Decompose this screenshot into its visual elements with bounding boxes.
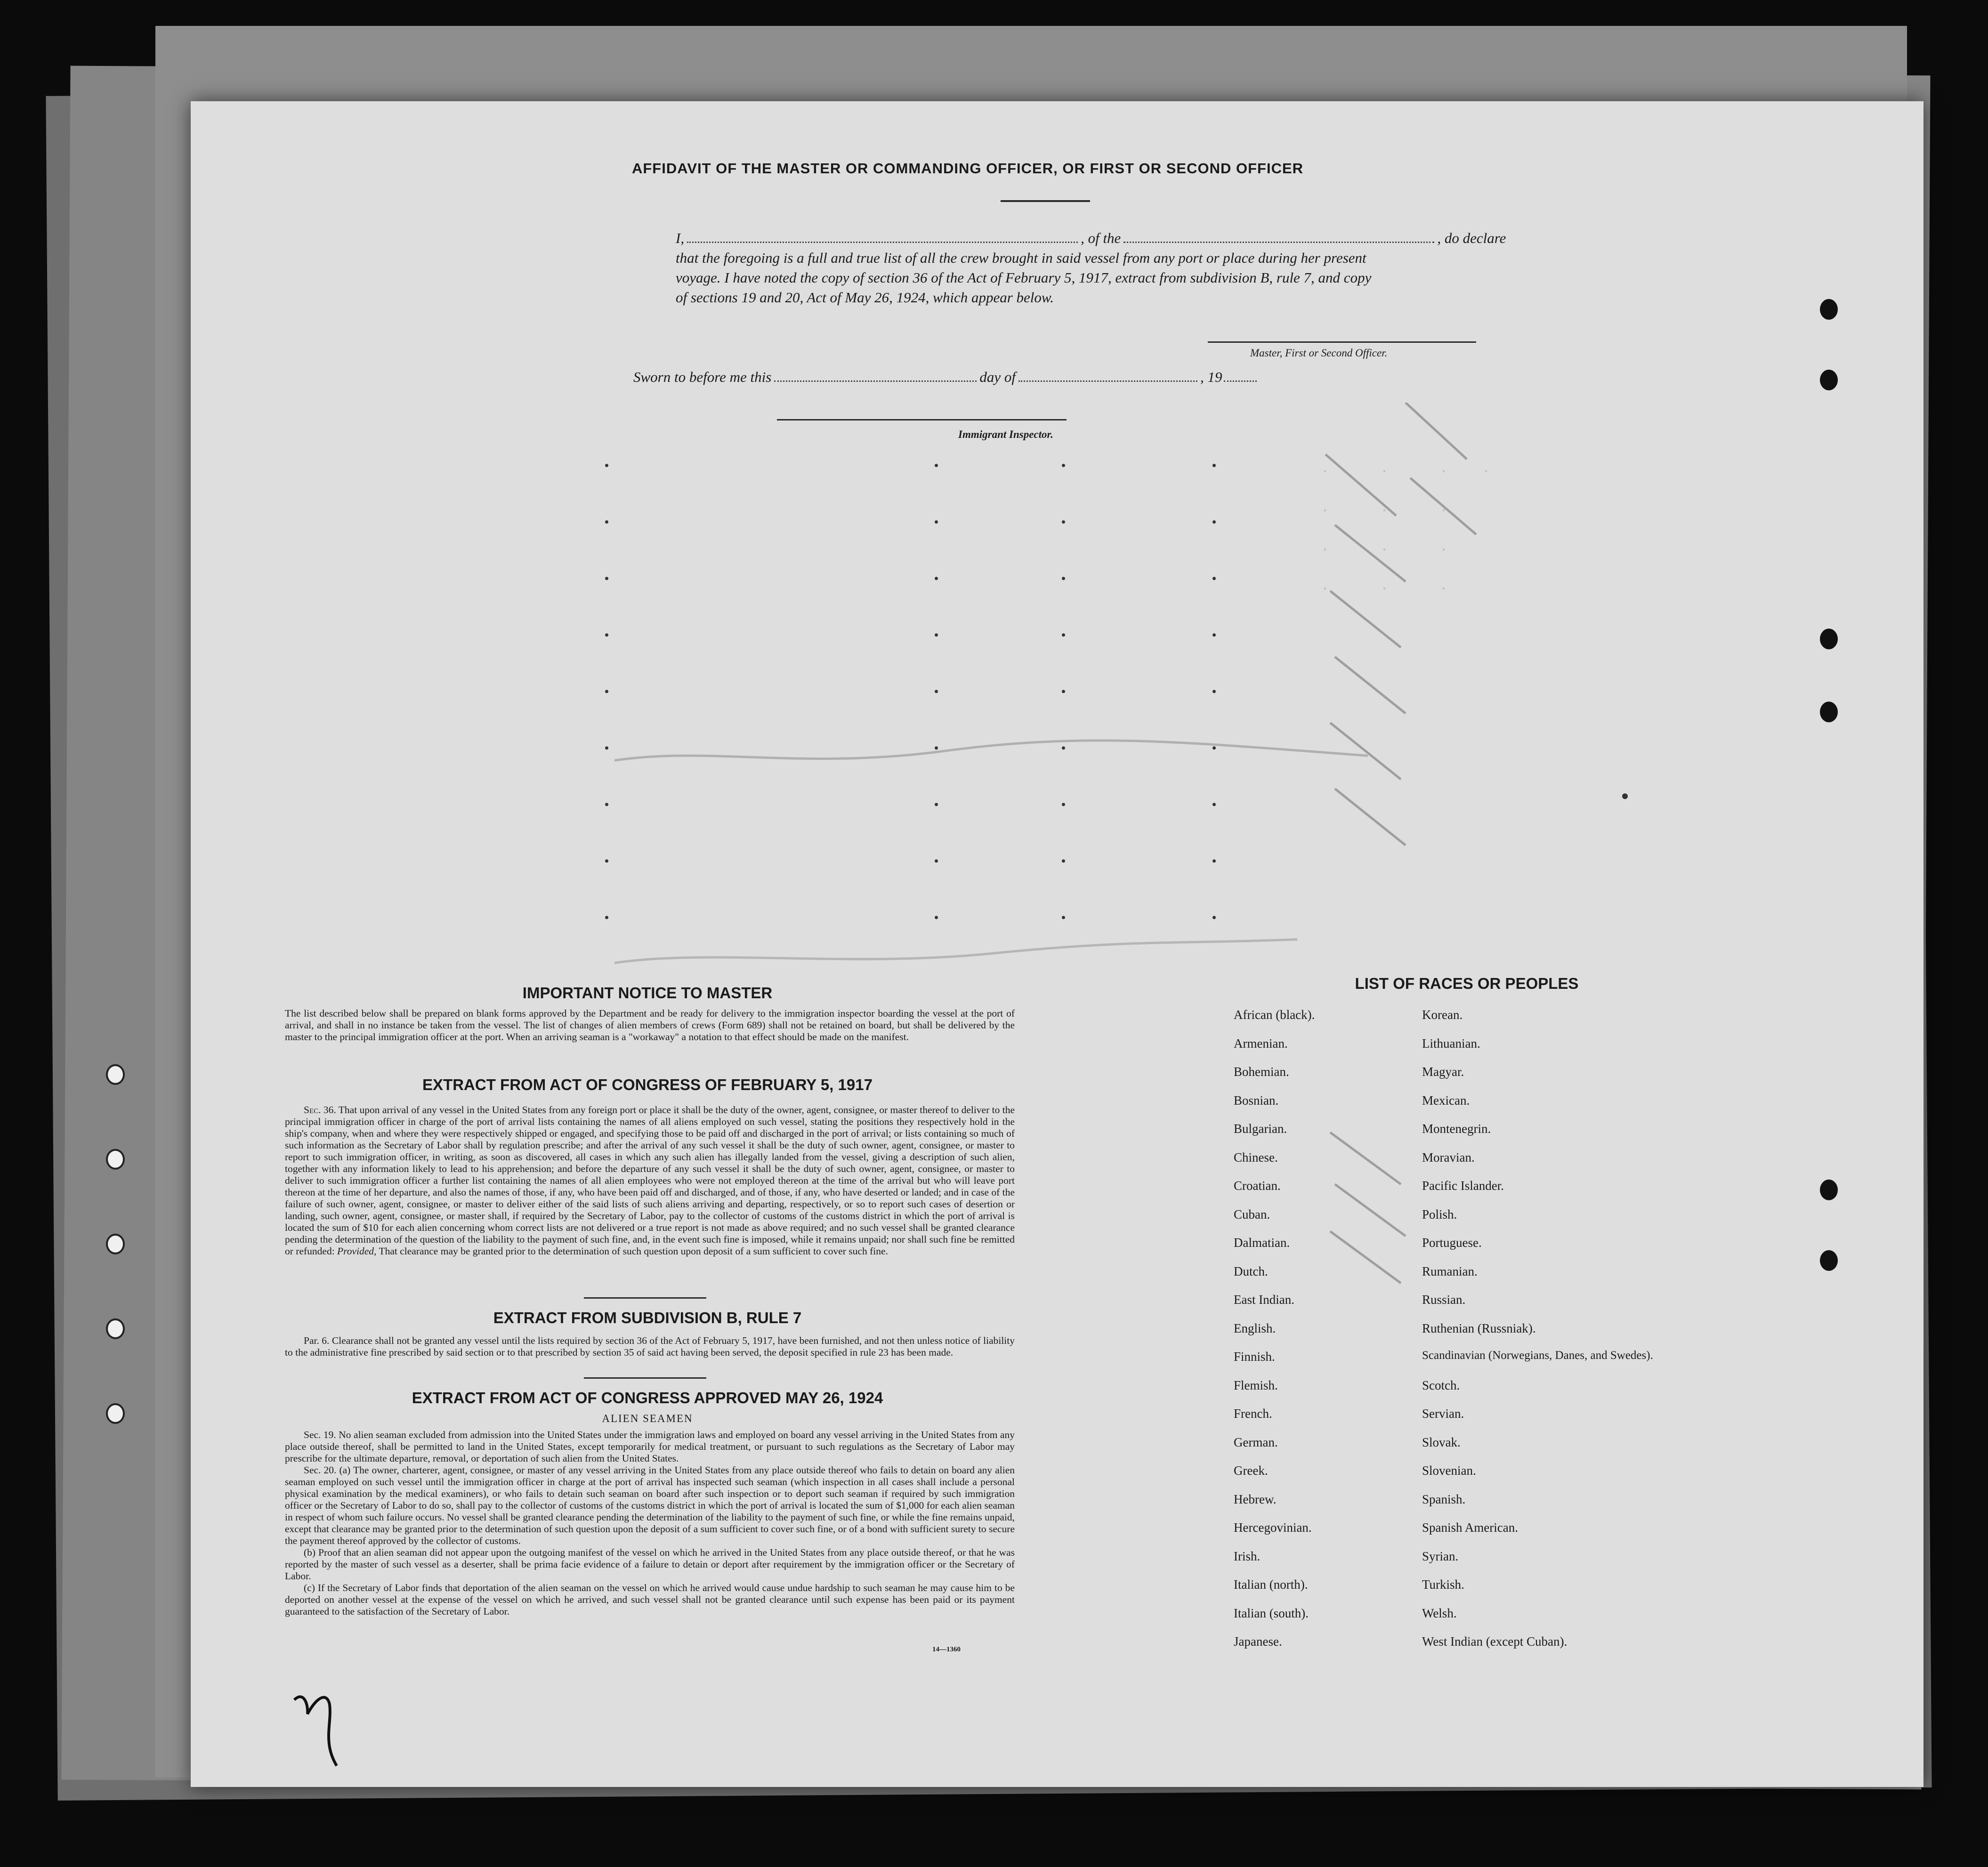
- races-column-1: [1234, 1008, 1422, 1663]
- race-item: Mexican.: [1422, 1093, 1470, 1107]
- race-item: German.: [1234, 1435, 1278, 1449]
- race-item: Bosnian.: [1234, 1093, 1279, 1107]
- race-item: Italian (north).: [1234, 1577, 1308, 1592]
- affidavit-declaration: [676, 228, 1688, 307]
- binder-hole: [1820, 299, 1838, 320]
- declaration-line-2: that the foregoing is a full and true list of all the crew brought in said vessel from any port or place during her present: [676, 250, 1366, 266]
- title-rule: [1001, 200, 1090, 202]
- race-item: Bohemian.: [1234, 1065, 1289, 1079]
- notice-text: The list described below shall be prepared on blank forms approved by the Department and be ready for delivery to the immigration inspector boarding the vessel at the port of arrival, and shall in no instance be taken from the vessel. The list of changes of alien members of crews (Form 689) shall not be retained on board, but shall be delivered by the master to the principal immigration officer at the port. When an arriving seaman is a "workaway" a notation to that effect should be made on the manifest.: [285, 1008, 1015, 1043]
- race-item: Lithuanian.: [1422, 1036, 1480, 1051]
- inspector-signature-line[interactable]: [777, 419, 1067, 420]
- sworn-line: [633, 369, 1257, 386]
- extract-1924-text: [285, 1429, 1015, 1617]
- bleed-through-text: . . . . . . . . . . . . .: [1321, 461, 1491, 594]
- declaration-line-4: of sections 19 and 20, Act of May 26, 1924, which appear below.: [676, 289, 1054, 306]
- race-item: Armenian.: [1234, 1036, 1288, 1051]
- race-item: Korean.: [1422, 1008, 1463, 1022]
- race-item: Slovak.: [1422, 1435, 1461, 1449]
- race-item: Scandinavian (Norwegians, Danes, and Swedes).: [1422, 1349, 1653, 1362]
- binder-hole: [1820, 1250, 1838, 1271]
- affidavit-title: AFFIDAVIT OF THE MASTER OR COMMANDING OFFICER, OR FIRST OR SECOND OFFICER: [631, 160, 1304, 177]
- proviso-label: Provided,: [337, 1245, 377, 1257]
- race-item: Croatian.: [1234, 1179, 1281, 1193]
- binder-hole: [1820, 1180, 1838, 1200]
- notice-title: IMPORTANT NOTICE TO MASTER: [522, 984, 773, 1002]
- race-item: English.: [1234, 1321, 1276, 1335]
- race-item: Hebrew.: [1234, 1492, 1277, 1506]
- race-item: Bulgarian.: [1234, 1122, 1287, 1136]
- section-divider: [584, 1297, 706, 1299]
- race-item: Portuguese.: [1422, 1236, 1482, 1250]
- faint-handwriting: [614, 902, 1321, 996]
- race-item: Dutch.: [1234, 1264, 1268, 1278]
- binder-hole: [106, 1234, 125, 1254]
- section-19-label: Sec. 19.: [304, 1429, 336, 1440]
- binder-hole: [106, 1149, 125, 1170]
- race-item: Finnish.: [1234, 1350, 1275, 1364]
- race-item: Chinese.: [1234, 1150, 1278, 1164]
- races-title: LIST OF RACES OR PEOPLES: [1355, 975, 1579, 992]
- binder-hole: [1820, 702, 1838, 722]
- binder-hole: [106, 1403, 125, 1424]
- declaration-line-3: voyage. I have noted the copy of section 36 of the Act of February 5, 1917, extract from subdivision B, rule 7, and copy: [676, 269, 1372, 286]
- race-item: Montenegrin.: [1422, 1122, 1491, 1136]
- race-item: Welsh.: [1422, 1606, 1457, 1620]
- race-item: Rumanian.: [1422, 1264, 1478, 1278]
- race-item: Scotch.: [1422, 1378, 1460, 1392]
- race-item: Turkish.: [1422, 1577, 1464, 1592]
- sworn-day-field[interactable]: [774, 380, 977, 382]
- race-item: East Indian.: [1234, 1293, 1294, 1307]
- section-divider: [584, 1377, 706, 1379]
- race-item: Cuban.: [1234, 1207, 1270, 1221]
- declaration-mid: , of the: [1081, 230, 1121, 246]
- extract-1924-title: EXTRACT FROM ACT OF CONGRESS APPROVED MAY 26, 1924: [412, 1389, 883, 1406]
- race-item: Spanish.: [1422, 1492, 1466, 1506]
- race-item: Spanish American.: [1422, 1520, 1518, 1535]
- par-6-body: Clearance shall not be granted any vessel until the lists required by section 36 of the Act of February 5, 1917, have been furnished, and not then unless notice of liability to the administrative fine prescribed by said section or to that prescribed by section 35 of said act having been served, the deposit specified in rule 23 has been made.: [285, 1335, 1015, 1358]
- document-page: [191, 101, 1923, 1787]
- proviso-text: That clearance may be granted prior to the determination of such question upon deposit of a sum sufficient to cover such fine.: [379, 1245, 888, 1257]
- binder-hole: [106, 1064, 125, 1085]
- race-item: Magyar.: [1422, 1065, 1464, 1079]
- race-item: Dalmatian.: [1234, 1236, 1290, 1250]
- alien-seamen-subtitle: ALIEN SEAMEN: [602, 1413, 693, 1424]
- race-item: Hercegovinian.: [1234, 1520, 1312, 1535]
- section-20-label: Sec. 20.: [304, 1464, 337, 1476]
- sworn-prefix: Sworn to before me this: [633, 369, 772, 385]
- declaration-suffix: , do declare: [1437, 230, 1506, 246]
- extract-1917-title: EXTRACT FROM ACT OF CONGRESS OF FEBRUARY 5, 1917: [422, 1076, 873, 1093]
- sworn-mid: day of: [979, 369, 1016, 385]
- master-name-field[interactable]: [687, 242, 1078, 243]
- race-item: Greek.: [1234, 1463, 1268, 1478]
- race-item: Japanese.: [1234, 1634, 1282, 1649]
- race-item: Flemish.: [1234, 1378, 1278, 1392]
- sworn-year: , 19: [1200, 369, 1222, 385]
- race-item: African (black).: [1234, 1008, 1315, 1022]
- race-item: Polish.: [1422, 1207, 1457, 1221]
- race-item: West Indian (except Cuban).: [1422, 1634, 1568, 1649]
- races-column-2: [1422, 1008, 1686, 1663]
- race-item: Irish.: [1234, 1549, 1261, 1563]
- binder-hole: [106, 1318, 125, 1339]
- master-signature-line[interactable]: [1208, 341, 1476, 343]
- handwritten-page-mark: [290, 1686, 341, 1770]
- race-item: Slovenian.: [1422, 1463, 1476, 1478]
- master-signature-label: Master, First or Second Officer.: [1250, 347, 1388, 359]
- race-item: Syrian.: [1422, 1549, 1459, 1563]
- par-6-label: Par. 6.: [304, 1335, 330, 1346]
- section-20b-body: (b) Proof that an alien seaman did not appear upon the outgoing manifest of the vessel on which he arrived in the United States from any place outside thereof, or that he was reported by the master of such vessel as a deserter, shall be prima facie evidence of a failure to detain or deport after requirement by the immigration officer or the Secretary of Labor.: [285, 1547, 1015, 1582]
- section-36-body: That upon arrival of any vessel in the United States from any foreign port or place it shall be the duty of the owner, agent, consignee, or master thereof to deliver to the principal immigration officer in charge of the port of arrival lists containing the names of all aliens employed on such vessel, stating the positions they respectively hold in the ship's company, when and where they were respectively shipped or engaged, and specifying those to be paid off and discharged in the port of arrival; or lists containing so much of such information as the Secretary of Labor shall by regulation prescribe; and after the arrival of any such vessel it shall be the duty of such owner, agent, consignee, or master to report to such immigration officer, in writing, as soon as discovered, all cases in which any such alien has illegally landed from the vessel, giving a description of such alien, together with any information likely to lead to his apprehension; and before the departure of any such vessel it shall be the duty of such owner, agent, consignee, or master to deliver to such immigration officer a further list containing the names of all alien employees who were not employed thereon at the time of the arrival but who will leave port thereon at the time of her departure, and also the names of those, if any, who have been paid off and discharged, and of those, if any, who have deserted or landed; and in case of the failure of such owner, agent, consignee, or master to deliver either of the said lists of such aliens arriving and departing, respectively, or so to report such cases of desertion or landing, such owner, agent, consignee, or master shall, if required by the Secretary of Labor, pay to the collector of customs of the customs district in which the port of arrival is located the sum of $10 for each alien concerning whom correct lists are not delivered or a true report is not made as above required; and no such vessel shall be granted clearance pending the determination of the question of the liability to the payment of such fine, and, in the event such fine is imposed, while it remains unpaid; nor shall such fine be remitted or refunded:: [285, 1104, 1015, 1257]
- section-36-label: Sec. 36.: [304, 1104, 336, 1115]
- sworn-month-field[interactable]: [1018, 380, 1197, 382]
- faint-handwriting: [614, 704, 1556, 845]
- sworn-year-field[interactable]: [1224, 380, 1257, 382]
- form-number: 14—1360: [932, 1646, 961, 1653]
- race-item: Ruthenian (Russniak).: [1422, 1321, 1536, 1335]
- binder-hole: [1820, 370, 1838, 390]
- race-item: Russian.: [1422, 1293, 1466, 1307]
- declaration-prefix: I,: [676, 230, 685, 246]
- subdiv-b-text: [285, 1335, 1015, 1358]
- binder-hole: [1820, 629, 1838, 649]
- inspector-label: Immigrant Inspector.: [958, 428, 1053, 440]
- section-19-body: No alien seaman excluded from admission into the United States under the immigration laws and employed on board any vessel arriving in the United States from any place outside thereof, shall be permitted to land in the United States, except temporarily for medical treatment, or pursuant to such regulations as the Secretary of Labor may prescribe for the ultimate departure, removal, or deportation of such alien from the United States.: [285, 1429, 1015, 1464]
- race-item: Moravian.: [1422, 1150, 1475, 1164]
- race-item: Pacific Islander.: [1422, 1179, 1504, 1193]
- section-20a-body: (a) The owner, charterer, agent, consignee, or master of any vessel arriving in the United States from any place outside thereof who fails to detain on board any alien seaman employed on such vessel until the immigration officer in charge at the port of arrival has inspected such seaman (which inspection in all cases shall include a personal physical examination by the medical examiners), or who fails to detain such seaman on board after such inspection or to deport such seaman if required by such immigration officer or the Secretary of Labor to do so, shall pay to the collector of customs of the customs district in which the port of arrival is located the sum of $1,000 for each alien seaman in respect of whom such failure occurs. No vessel shall be granted clearance pending the determination of the liability to the payment of such fine, or while the fine remains unpaid, except that clearance may be granted prior to the determination of such question upon the deposit of a sum sufficient to cover such fine, or of a bond with sufficient surety to secure the payment thereof approved by the collector of customs.: [285, 1464, 1015, 1546]
- section-20c-body: (c) If the Secretary of Labor finds that deportation of the alien seaman on the vessel on which he arrived would cause undue hardship to such seaman he may cause him to be deported on another vessel at the expense of the vessel on which he arrived, and such vessel shall not be granted clearance until such expense has been paid or its payment guaranteed to the satisfaction of the Secretary of Labor.: [285, 1582, 1015, 1617]
- extract-1917-text: [285, 1104, 1015, 1257]
- vessel-name-field[interactable]: [1123, 242, 1434, 243]
- race-item: French.: [1234, 1406, 1272, 1421]
- race-item: Italian (south).: [1234, 1606, 1309, 1620]
- race-item: Servian.: [1422, 1406, 1464, 1421]
- subdiv-b-title: EXTRACT FROM SUBDIVISION B, RULE 7: [493, 1309, 802, 1326]
